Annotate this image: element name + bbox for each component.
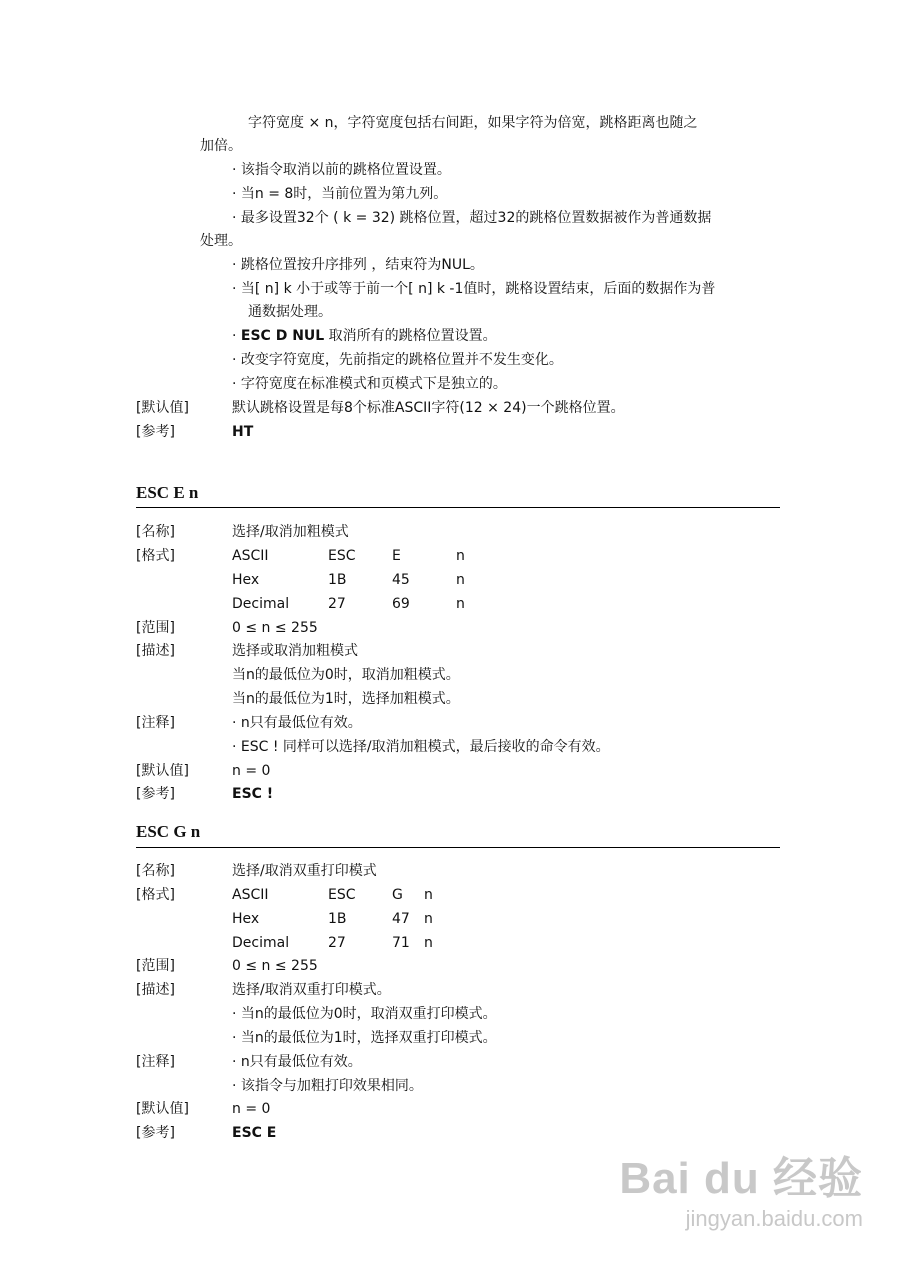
watermark-logo: Bai du 经验 — [619, 1154, 863, 1203]
esc-g-desc-1: 选择/取消双重打印模式。 — [232, 982, 391, 998]
esc-e-note-label: [注释] — [136, 715, 175, 731]
watermark-url: jingyan.baidu.com — [685, 1206, 863, 1231]
esc-d-nul-command: ESC D NUL — [240, 328, 325, 344]
esc-g-fmt-hex-3: n — [424, 911, 433, 927]
esc-g-note-2: · 该指令与加粗打印效果相同。 — [232, 1078, 423, 1094]
cont-ref-value: HT — [232, 424, 254, 440]
baidu-jingyan-watermark — [619, 1142, 863, 1232]
esc-g-name-label: [名称] — [136, 863, 175, 879]
esc-g-note-label: [注释] — [136, 1054, 175, 1070]
esc-e-desc-1: 选择或取消加粗模式 — [232, 643, 358, 659]
esc-g-ref-value: ESC E — [232, 1125, 277, 1141]
esc-e-desc-3: 当n的最低位为1时，选择加粗模式。 — [232, 691, 460, 707]
esc-e-ref-label: [参考] — [136, 786, 175, 802]
cont-default-value: 默认跳格设置是每8个标准ASCII字符(12 × 24)一个跳格位置。 — [232, 400, 625, 416]
esc-g-desc-label: [描述] — [136, 982, 175, 998]
esc-e-fmt-dec-2: 69 — [392, 596, 410, 612]
esc-g-fmt-ascii-2: G — [392, 887, 403, 903]
esc-e-name-label: [名称] — [136, 524, 175, 540]
esc-g-default-value: n = 0 — [232, 1101, 271, 1117]
esc-e-fmt-dec-1: 27 — [328, 596, 346, 612]
esc-g-range-value: 0 ≤ n ≤ 255 — [232, 958, 318, 974]
esc-e-range-value: 0 ≤ n ≤ 255 — [232, 620, 318, 636]
esc-g-fmt-hex: Hex — [232, 911, 260, 927]
esc-g-default-label: [默认值] — [136, 1101, 189, 1117]
cont-line-7: · 跳格位置按升序排列 ，结束符为NUL。 — [232, 257, 484, 273]
esc-e-default-label: [默认值] — [136, 763, 189, 779]
esc-e-desc-label: [描述] — [136, 643, 175, 659]
esc-e-fmt-ascii-3: n — [456, 548, 465, 564]
esc-e-format-label: [格式] — [136, 548, 175, 564]
cont-ref-label: [参考] — [136, 424, 175, 440]
esc-e-name-value: 选择/取消加粗模式 — [232, 524, 349, 540]
cont-line-9: 通数据处理。 — [248, 304, 332, 320]
cont-line-1: 字符宽度 × n，字符宽度包括右间距，如果字符为倍宽，跳格距离也随之 — [248, 115, 698, 131]
esc-e-fmt-ascii: ASCII — [232, 548, 269, 564]
esc-e-range-label: [范围] — [136, 620, 175, 636]
esc-g-desc-3: · 当n的最低位为1时，选择双重打印模式。 — [232, 1030, 497, 1046]
esc-e-fmt-dec: Decimal — [232, 596, 290, 612]
cont-line-3: · 该指令取消以前的跳格位置设置。 — [232, 162, 451, 178]
esc-e-fmt-hex-1: 1B — [328, 572, 347, 588]
cont-line-8: · 当[ n] k 小于或等于前一个[ n] k -1值时，跳格设置结束，后面的数据作为普 — [232, 281, 716, 297]
esc-e-note-1: · n只有最低位有效。 — [232, 715, 362, 731]
cont-line-4: · 当n = 8时，当前位置为第九列。 — [232, 186, 448, 202]
esc-g-desc-2: · 当n的最低位为0时，取消双重打印模式。 — [232, 1006, 497, 1022]
esc-e-ref-value: ESC ! — [232, 786, 274, 802]
section-title-esc-e: ESC E n — [136, 483, 199, 502]
esc-g-fmt-hex-1: 1B — [328, 911, 347, 927]
esc-g-note-1: · n只有最低位有效。 — [232, 1054, 362, 1070]
esc-g-range-label: [范围] — [136, 958, 175, 974]
esc-e-fmt-hex-2: 45 — [392, 572, 410, 588]
esc-e-default-value: n = 0 — [232, 763, 271, 779]
section-rule-esc-g — [136, 847, 780, 848]
cont-line-2: 加倍。 — [200, 138, 242, 154]
section-title-esc-g: ESC G n — [136, 822, 201, 841]
esc-g-format-label: [格式] — [136, 887, 175, 903]
esc-g-fmt-dec-3: n — [424, 935, 433, 951]
esc-e-fmt-hex-3: n — [456, 572, 465, 588]
esc-e-desc-2: 当n的最低位为0时，取消加粗模式。 — [232, 667, 460, 683]
esc-g-ref-label: [参考] — [136, 1125, 175, 1141]
esc-g-fmt-ascii-1: ESC — [328, 887, 356, 903]
cont-line-12: · 字符宽度在标准模式和页模式下是独立的。 — [232, 376, 507, 392]
cont-default-label: [默认值] — [136, 400, 189, 416]
esc-e-note-2: · ESC ! 同样可以选择/取消加粗模式，最后接收的命令有效。 — [232, 739, 610, 755]
esc-e-fmt-ascii-1: ESC — [328, 548, 356, 564]
esc-g-fmt-dec: Decimal — [232, 935, 290, 951]
esc-e-fmt-hex: Hex — [232, 572, 260, 588]
esc-g-fmt-hex-2: 47 — [392, 911, 410, 927]
cont-line-5: · 最多设置32个 ( k = 32) 跳格位置，超过32的跳格位置数据被作为普通数据 — [232, 210, 712, 226]
esc-g-fmt-ascii: ASCII — [232, 887, 269, 903]
esc-e-fmt-dec-3: n — [456, 596, 465, 612]
cont-line-10: · ESC D NUL 取消所有的跳格位置设置。 — [232, 328, 497, 344]
esc-e-fmt-ascii-2: E — [392, 548, 401, 564]
cont-line-10-text: 取消所有的跳格位置设置。 — [328, 328, 497, 344]
esc-g-fmt-dec-2: 71 — [392, 935, 410, 951]
cont-line-6: 处理。 — [200, 233, 242, 249]
cont-line-11: · 改变字符宽度，先前指定的跳格位置并不发生变化。 — [232, 352, 563, 368]
section-rule-esc-e — [136, 507, 780, 508]
esc-g-fmt-dec-1: 27 — [328, 935, 346, 951]
esc-g-fmt-ascii-3: n — [424, 887, 433, 903]
esc-g-name-value: 选择/取消双重打印模式 — [232, 863, 377, 879]
